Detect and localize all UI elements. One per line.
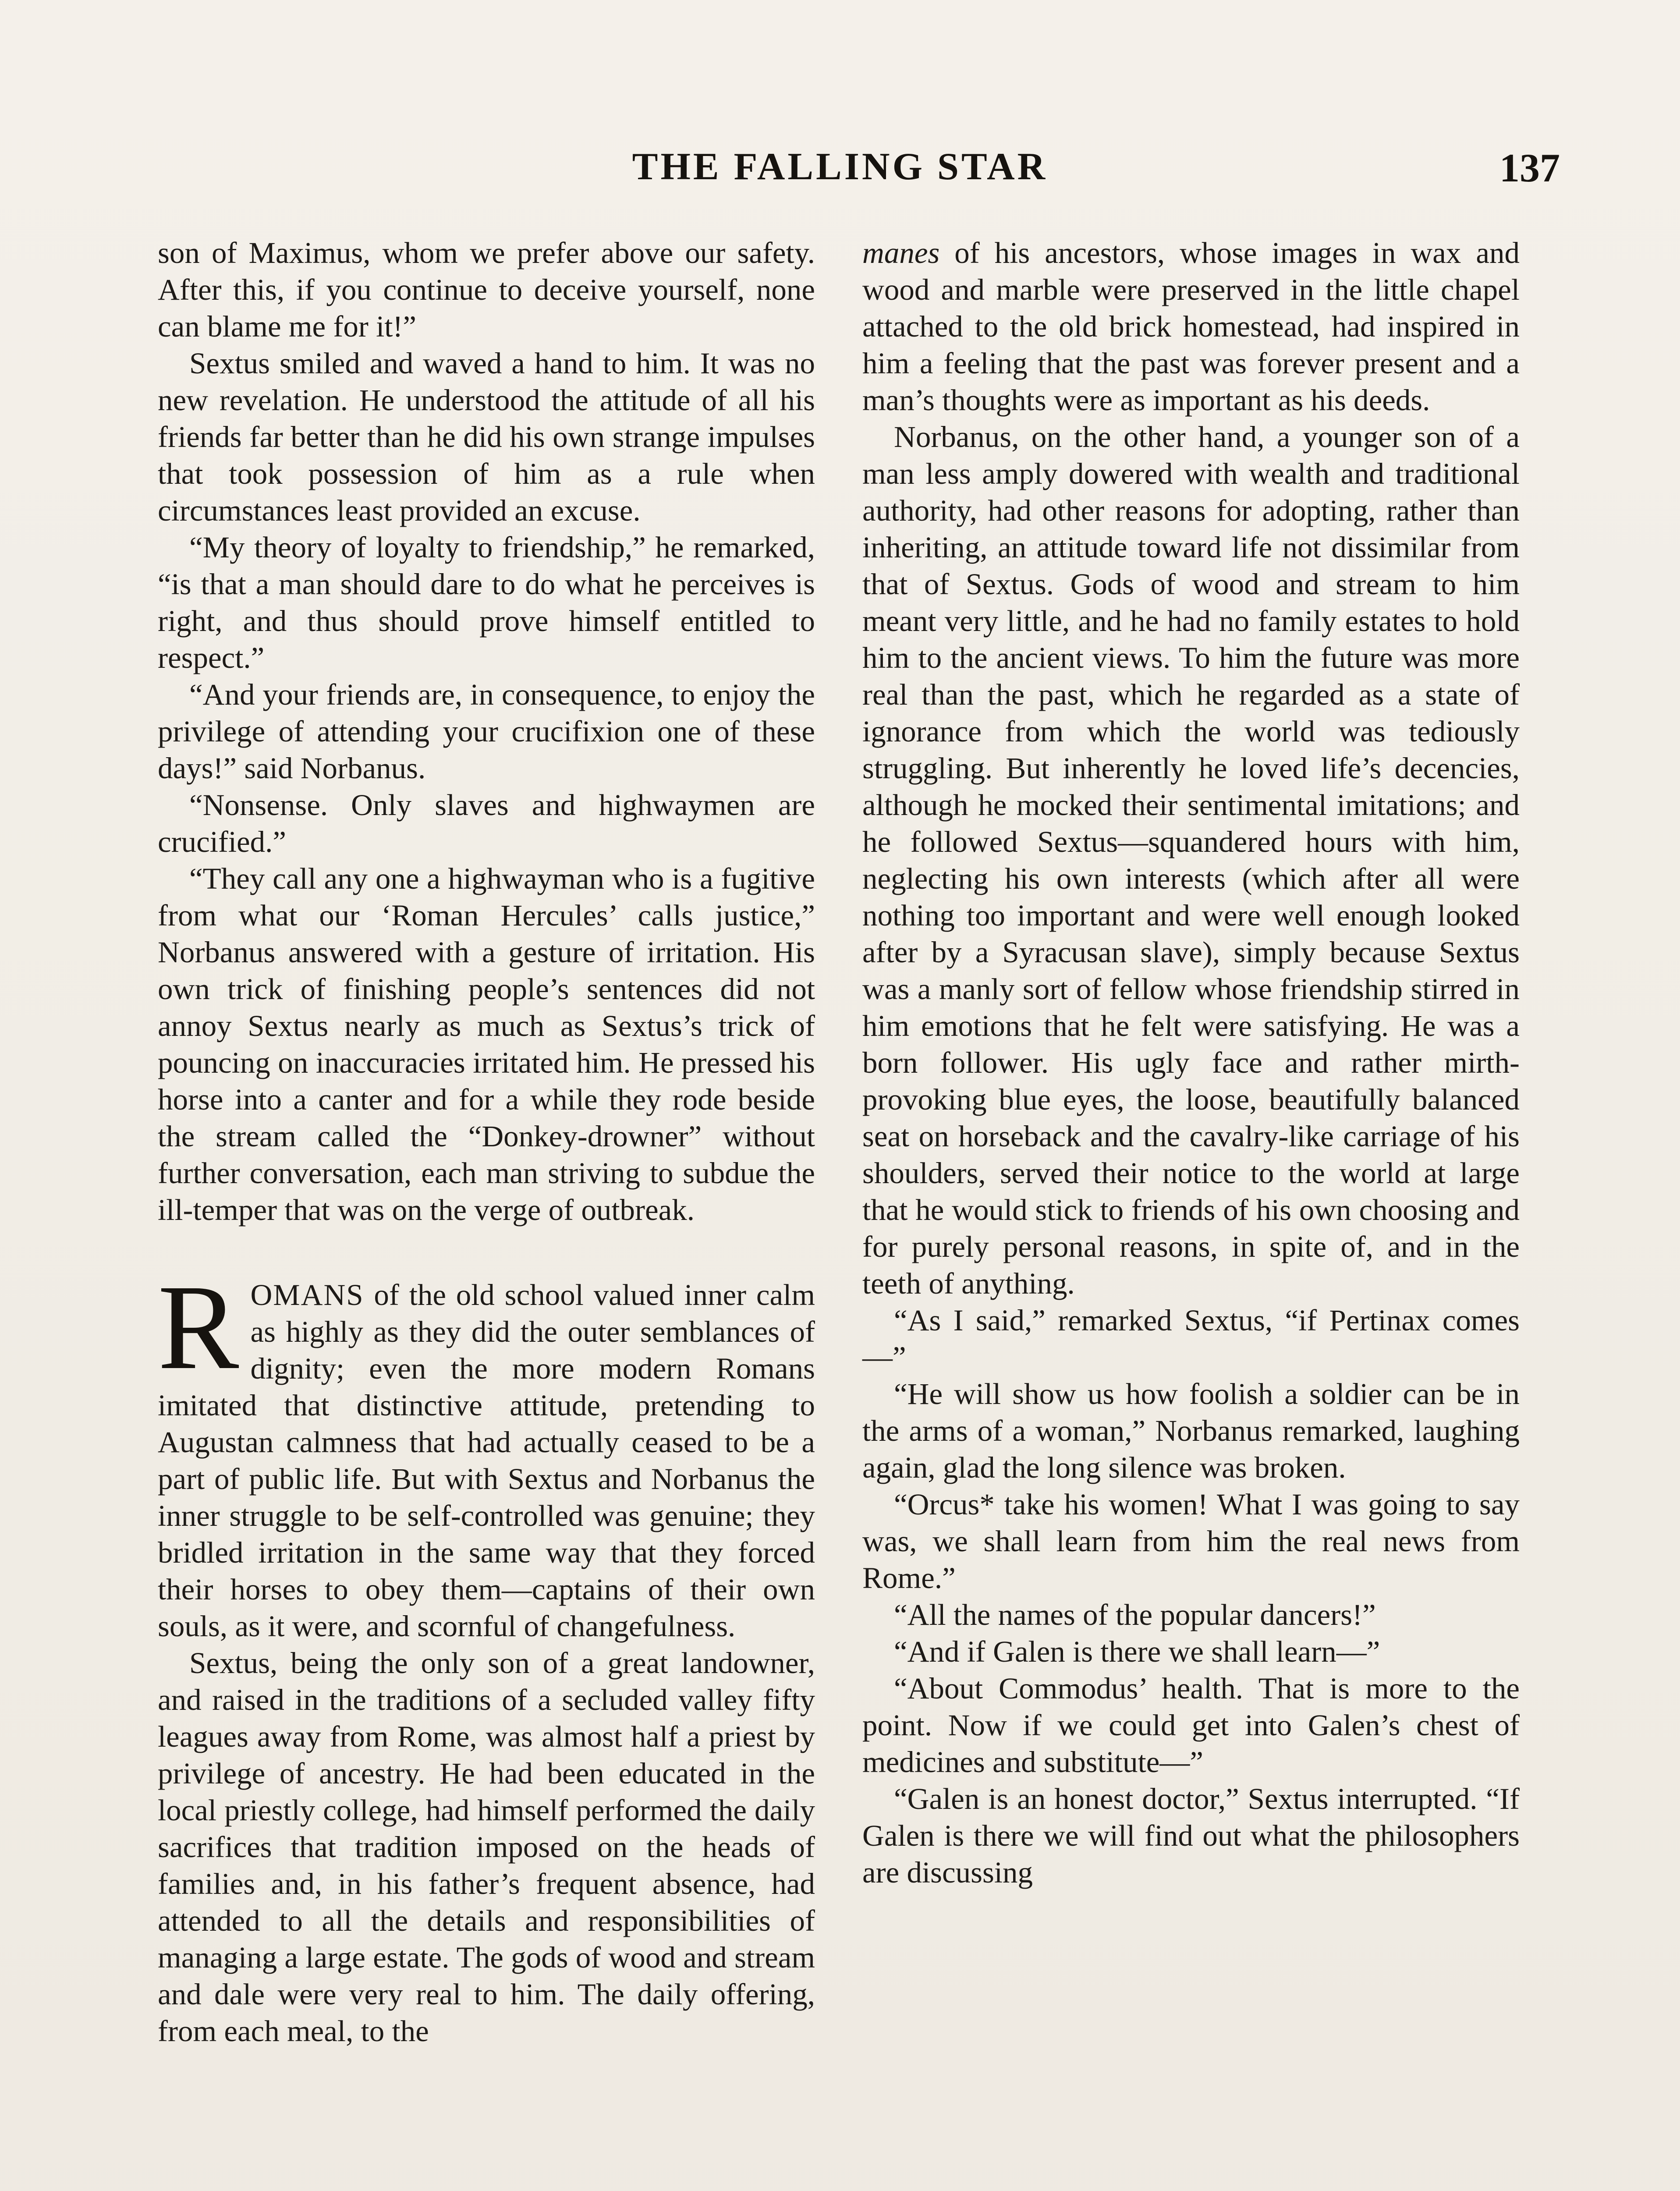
- paragraph-drop-cap: [158, 1260, 815, 1645]
- paragraph: “He will show us how foolish a soldier can be in the arms of a woman,” Norbanus remarked, laughing again, glad the long silence was broken.: [862, 1377, 1520, 1484]
- italic-word: manes: [862, 236, 940, 269]
- paragraph: “And your friends are, in consequence, to enjoy the privilege of attending your crucifixion one of these days!” said Norbanus.: [158, 678, 815, 785]
- paragraph: “As I said,” remarked Sextus, “if Pertinax comes—”: [862, 1304, 1520, 1374]
- paragraph: “My theory of loyalty to friendship,” he remarked, “is that a man should dare to do what he perceives is right, and thus should prove himself entitled to respect.”: [158, 531, 815, 674]
- paragraph: [862, 234, 1520, 418]
- paragraph: “Orcus* take his women! What I was going to say was, we shall learn from him the real news from Rome.”: [862, 1488, 1520, 1595]
- paragraph: “Galen is an honest doctor,” Sextus interrupted. “If Galen is there we will find out what the philosophers are discussing: [862, 1782, 1520, 1889]
- page-number: 137: [1499, 145, 1560, 190]
- drop-cap-lead: OMANS: [250, 1278, 364, 1312]
- paragraph-text: of his ancestors, whose images in wax and wood and marble were preserved in the little chapel attached to the old brick homestead, had inspired in him a feeling that the past was forever present and a man’s thoughts were as important as his deeds.: [862, 236, 1520, 417]
- paragraph: “And if Galen is there we shall learn—”: [894, 1635, 1380, 1668]
- drop-cap: R: [158, 1260, 239, 1395]
- right-column: [862, 234, 1520, 1891]
- paragraph: Sextus, being the only son of a great landowner, and raised in the traditions of a secluded valley fifty leagues away from Rome, was almost half a priest by privilege of ancestry. He had been educated in the local priestly college, had himself performed the daily sacrifices that tradition imposed on the heads of families and, in his father’s frequent absence, had attended to all the details and responsibilities of managing a large estate. The gods of wood and stream and dale were very real to him. The daily offering, from each meal, to the: [158, 1646, 815, 2048]
- paragraph: Sextus smiled and waved a hand to him. It was no new revelation. He understood the attitude of all his friends far better than he did his own strange impulses that took possession of him as a rule when circumstances least provided an excuse.: [158, 347, 815, 527]
- paragraph: “About Commodus’ health. That is more to the point. Now if we could get into Galen’s chest of medicines and substitute—”: [862, 1672, 1520, 1779]
- paragraph-text: of the old school valued inner calm as highly as they did the outer semblances of dignity; even the more modern Romans imitated that distinctive attitude, pretending to Augustan calmness that had actually ceased to be a part of public life. But with Sextus and Norbanus the inner struggle to be self-controlled was genuine; they bridled irritation in the same way that they forced their horses to obey them—captains of their own souls, as it were, and scornful of changefulness.: [158, 1278, 815, 1643]
- section-break: [158, 1228, 815, 1276]
- paragraph: son of Maximus, whom we prefer above our safety. After this, if you continue to deceive yourself, none can blame me for it!”: [158, 236, 815, 343]
- running-title: THE FALLING STAR: [632, 145, 1048, 188]
- left-column: [158, 234, 815, 2049]
- paragraph: “They call any one a highwayman who is a fugitive from what our ‘Roman Hercules’ calls justice,” Norbanus answered with a gesture of irritation. His own trick of finishing people’s sentences did not annoy Sextus nearly as much as Sextus’s trick of pouncing on inaccuracies irritated him. He pressed his horse into a canter and for a while they rode beside the stream called the “Donkey-drowner” without further conversation, each man striving to subdue the ill-temper that was on the verge of outbreak.: [158, 862, 815, 1227]
- paragraph: “Nonsense. Only slaves and highwaymen are crucified.”: [158, 788, 815, 858]
- paragraph: “All the names of the popular dancers!”: [894, 1598, 1376, 1631]
- paragraph: Norbanus, on the other hand, a younger son of a man less amply dowered with wealth and traditional authority, had other reasons for adopting, rather than inheriting, an attitude toward life not dissimilar from that of Sextus. Gods of wood and stream to him meant very little, and he had no family estates to hold him to the ancient views. To him the future was more real than the past, which he regarded as a state of ignorance from which the world was tediously struggling. But inherently he loved life’s decencies, although he mocked their sentimental imitations; and he followed Sextus—squandered hours with him, neglecting his own interests (which after all were nothing too important and were well enough looked after by a Syracusan slave), simply because Sextus was a manly sort of fellow whose friendship stirred in him emotions that he felt were satisfying. He was a born follower. His ugly face and rather mirth-provoking blue eyes, the loose, beautifully balanced seat on horseback and the cavalry-like carriage of his shoulders, served their notice to the world at large that he would stick to friends of his own choosing and for purely personal reasons, in spite of, and in the teeth of anything.: [862, 420, 1520, 1300]
